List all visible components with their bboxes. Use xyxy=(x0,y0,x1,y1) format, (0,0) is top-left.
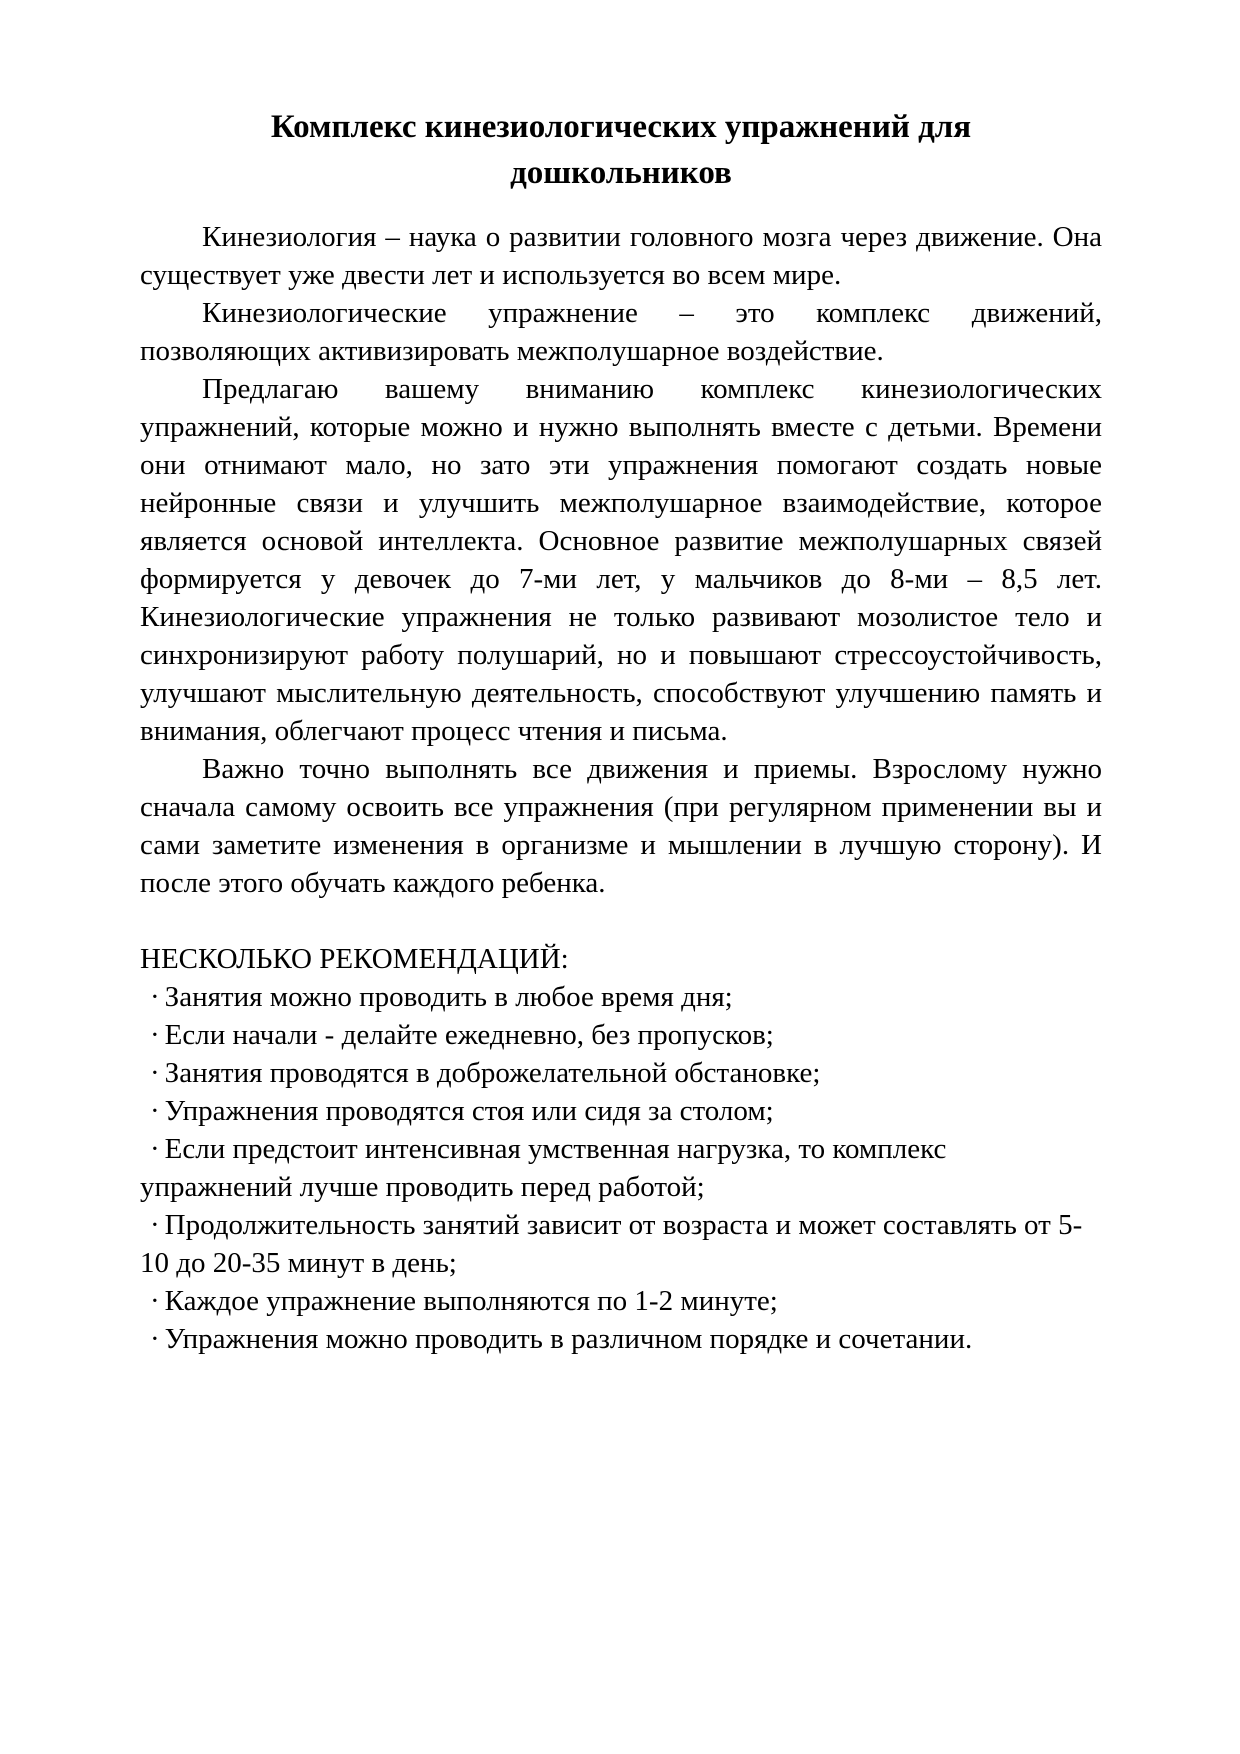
page-title xyxy=(140,104,1102,196)
recommendation-text: Если предстоит интенсивная умственная нагрузка, то комплекс упражнений лучше проводить перед работой; xyxy=(140,1133,947,1203)
bullet-dot: · xyxy=(150,1323,160,1355)
recommendation-item xyxy=(140,1130,1102,1206)
recommendations-heading: НЕСКОЛЬКО РЕКОМЕНДАЦИЙ: xyxy=(140,943,569,975)
recommendation-text: Продолжительность занятий зависит от возраста и может составлять от 5-10 до 20-35 минут в день; xyxy=(140,1209,1083,1279)
recommendation-item xyxy=(140,978,1102,1016)
recommendation-item xyxy=(140,1092,1102,1130)
recommendation-item xyxy=(140,1320,1102,1358)
recommendation-text: Если начали - делайте ежедневно, без пропусков; xyxy=(164,1019,774,1051)
paragraph-benefits: Предлагаю вашему вниманию комплекс кинезиологических упражнений, которые можно и нужно выполнять вместе с детьми. Времени они отнимают мало, но зато эти упражнения помогают создать новые нейронные связи и улучшить межполушарное взаимодействие, которое является основой интеллекта. Основное развитие межполушарных связей формируется у девочек до 7-ми лет, у мальчиков до 8-ми – 8,5 лет. Кинезиологические упражнения не только развивают мозолистое тело и синхронизируют работу полушарий, но и повышают стрессоустойчивость, улучшают мыслительную деятельность, способствуют улучшению память и внимания, облегчают процесс чтения и письма. xyxy=(140,373,1102,747)
recommendations-list xyxy=(140,978,1102,1358)
bullet-dot: · xyxy=(150,1095,160,1127)
paragraph-kinesiology-definition: Кинезиология – наука о развитии головного мозга через движение. Она существует уже двести лет и используется во всем мире. xyxy=(140,221,1102,291)
paragraph-importance: Важно точно выполнять все движения и приемы. Взрослому нужно сначала самому освоить все упражнения (при регулярном применении вы и сами заметите изменения в организме и мышлении в лучшую сторону). И после этого обучать каждого ребенка. xyxy=(140,753,1102,899)
recommendation-text: Упражнения проводятся стоя или сидя за столом; xyxy=(164,1095,774,1127)
bullet-dot: · xyxy=(150,1019,160,1051)
recommendation-text: Упражнения можно проводить в различном порядке и сочетании. xyxy=(164,1323,973,1355)
recommendation-text: Каждое упражнение выполняются по 1-2 минуте; xyxy=(164,1285,778,1317)
recommendation-item xyxy=(140,1206,1102,1282)
paragraph-exercise-definition: Кинезиологические упражнение – это комплекс движений, позволяющих активизировать межполушарное воздействие. xyxy=(140,297,1102,367)
bullet-dot: · xyxy=(150,981,160,1013)
recommendation-text: Занятия можно проводить в любое время дня; xyxy=(164,981,733,1013)
bullet-dot: · xyxy=(150,1285,160,1317)
recommendation-item xyxy=(140,1054,1102,1092)
recommendation-item xyxy=(140,1282,1102,1320)
recommendation-text: Занятия проводятся в доброжелательной обстановке; xyxy=(164,1057,821,1089)
bullet-dot: · xyxy=(150,1057,160,1089)
bullet-dot: · xyxy=(150,1209,160,1241)
recommendation-item xyxy=(140,1016,1102,1054)
bullet-dot: · xyxy=(150,1133,160,1165)
page-title-line: дошкольников xyxy=(510,155,732,191)
page-title-line: Комплекс кинезиологических упражнений для xyxy=(270,109,972,145)
